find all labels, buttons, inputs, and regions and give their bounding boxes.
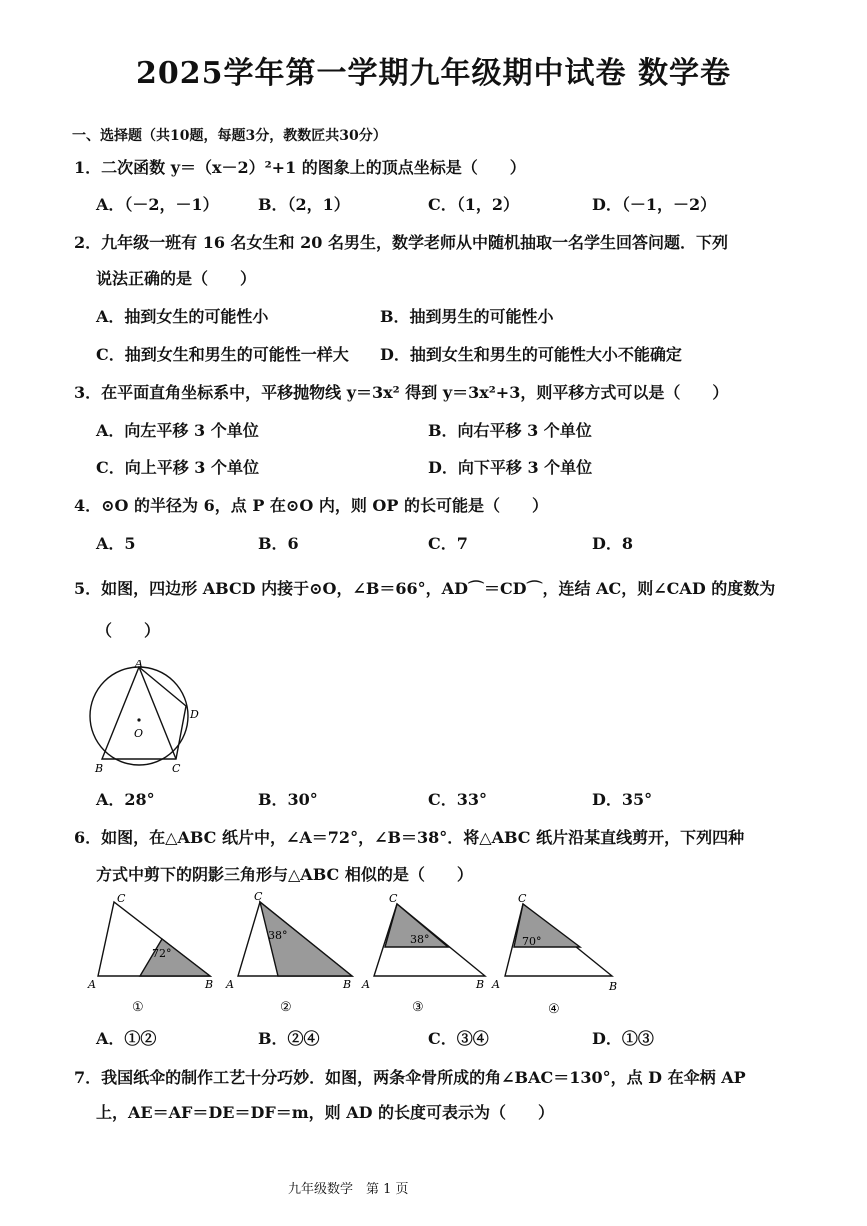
figure-1	[87, 892, 213, 1015]
figure-2-number: ②	[280, 1000, 292, 1015]
figure-1-label-b: B	[205, 978, 214, 991]
figure-2-angle: 38°	[268, 929, 288, 942]
question-4-text: 4．⊙O 的半径为 6，点 P 在⊙O 内，则 OP 的长可能是（ ）	[74, 496, 548, 515]
question-2-line-2: 说法正确的是（ ）	[96, 269, 257, 288]
figure-1-shaded-triangle	[140, 939, 210, 976]
question-6-line-1: 6．如图，在△ABC 纸片中，∠A＝72°，∠B＝38°．将△ABC 纸片沿某直线剪开，下列四种	[74, 828, 745, 847]
question-3-option-b[interactable]: B．向右平移 3 个单位	[428, 421, 592, 440]
question-1-text: 1．二次函数 y＝（x－2）²+1 的图象上的顶点坐标是（ ）	[74, 158, 526, 177]
question-3-option-c[interactable]: C．向上平移 3 个单位	[96, 458, 260, 477]
figure-4-angle: 70°	[522, 935, 542, 948]
question-6-option-c[interactable]: C．③④	[428, 1029, 489, 1048]
label-c: C	[172, 762, 181, 775]
question-7-line-2: 上，AE＝AF＝DE＝DF＝m，则 AD 的长度可表示为（ ）	[96, 1103, 555, 1122]
question-6-figures	[84, 890, 634, 1020]
question-6-option-b[interactable]: B．②④	[258, 1029, 320, 1048]
figure-3-angle: 38°	[410, 933, 430, 946]
question-3-option-a[interactable]: A．向左平移 3 个单位	[96, 421, 259, 440]
figure-4-label-a: A	[492, 978, 500, 991]
question-1-option-c[interactable]: C．（1，2）	[428, 195, 520, 214]
section-heading: 一、选择题（共10题，每题3分，教数匠共30分）	[72, 128, 387, 144]
question-2-option-a[interactable]: A．抽到女生的可能性小	[96, 307, 269, 326]
figure-4	[491, 892, 617, 1017]
figure-1-label-c: C	[117, 892, 126, 905]
question-1-option-b[interactable]: B．（2，1）	[258, 195, 350, 214]
question-3-option-d[interactable]: D．向下平移 3 个单位	[428, 458, 593, 477]
figure-3-label-b: B	[476, 978, 485, 991]
figure-2	[225, 890, 352, 1015]
question-2-line-1: 2．九年级一班有 16 名女生和 20 名男生，数学老师从中随机抽取一名学生回答问题．下列	[74, 233, 728, 252]
question-4-option-d[interactable]: D．8	[592, 534, 634, 553]
figure-4-label-b: B	[609, 980, 618, 993]
page-footer: 九年级数学 第 1 页	[288, 1182, 409, 1197]
question-5-option-d[interactable]: D．35°	[592, 790, 653, 809]
figure-3	[361, 892, 485, 1015]
figure-2-label-b: B	[343, 978, 352, 991]
question-2-option-b[interactable]: B．抽到男生的可能性小	[380, 307, 554, 326]
figure-4-label-c: C	[518, 892, 527, 905]
question-5-figure	[82, 660, 212, 780]
figure-4-number: ④	[548, 1002, 560, 1017]
label-a: A	[135, 660, 143, 670]
segment-ac	[139, 667, 176, 759]
label-b: B	[95, 762, 104, 775]
circle-o	[90, 667, 188, 765]
figure-1-angle: 72°	[152, 947, 172, 960]
figure-2-label-a: A	[226, 978, 234, 991]
question-3-text: 3．在平面直角坐标系中，平移抛物线 y＝3x² 得到 y＝3x²+3，则平移方式可以是（ ）	[74, 383, 729, 402]
question-7-line-1: 7．我国纸伞的制作工艺十分巧妙．如图，两条伞骨所成的角∠BAC＝130°，点 D 在伞柄 AP	[74, 1068, 746, 1087]
figure-3-label-a: A	[362, 978, 370, 991]
question-6-line-2: 方式中剪下的阴影三角形与△ABC 相似的是（ ）	[96, 865, 473, 884]
label-o: O	[134, 727, 144, 740]
question-5-option-b[interactable]: B．30°	[258, 790, 318, 809]
question-5-line-2: （ ）	[96, 621, 161, 640]
question-6-option-a[interactable]: A．①②	[96, 1029, 157, 1048]
figure-2-label-c: C	[254, 890, 263, 903]
question-2-option-c[interactable]: C．抽到女生和男生的可能性一样大	[96, 345, 349, 364]
figure-1-label-a: A	[88, 978, 96, 991]
figure-3-number: ③	[412, 1000, 424, 1015]
question-6-option-d[interactable]: D．①③	[592, 1029, 654, 1048]
question-4-option-a[interactable]: A．5	[96, 534, 136, 553]
exam-title: 2025学年第一学期九年级期中试卷 数学卷	[136, 56, 731, 91]
question-2-option-d[interactable]: D．抽到女生和男生的可能性大小不能确定	[380, 345, 682, 364]
question-4-option-c[interactable]: C．7	[428, 534, 468, 553]
question-5-option-c[interactable]: C．33°	[428, 790, 488, 809]
question-1-option-a[interactable]: A．（－2，－1）	[96, 195, 219, 214]
question-4-option-b[interactable]: B．6	[258, 534, 299, 553]
figure-3-label-c: C	[389, 892, 398, 905]
figure-1-number: ①	[132, 1000, 144, 1015]
question-1-option-d[interactable]: D．（－1，－2）	[592, 195, 717, 214]
question-5-line-1: 5．如图，四边形 ABCD 内接于⊙O，∠B＝66°，AD⌒＝CD⌒，连结 AC，则∠CAD 的度数为	[74, 579, 776, 598]
question-5-option-a[interactable]: A．28°	[96, 790, 155, 809]
center-point-o	[137, 718, 140, 721]
label-d: D	[190, 708, 199, 721]
